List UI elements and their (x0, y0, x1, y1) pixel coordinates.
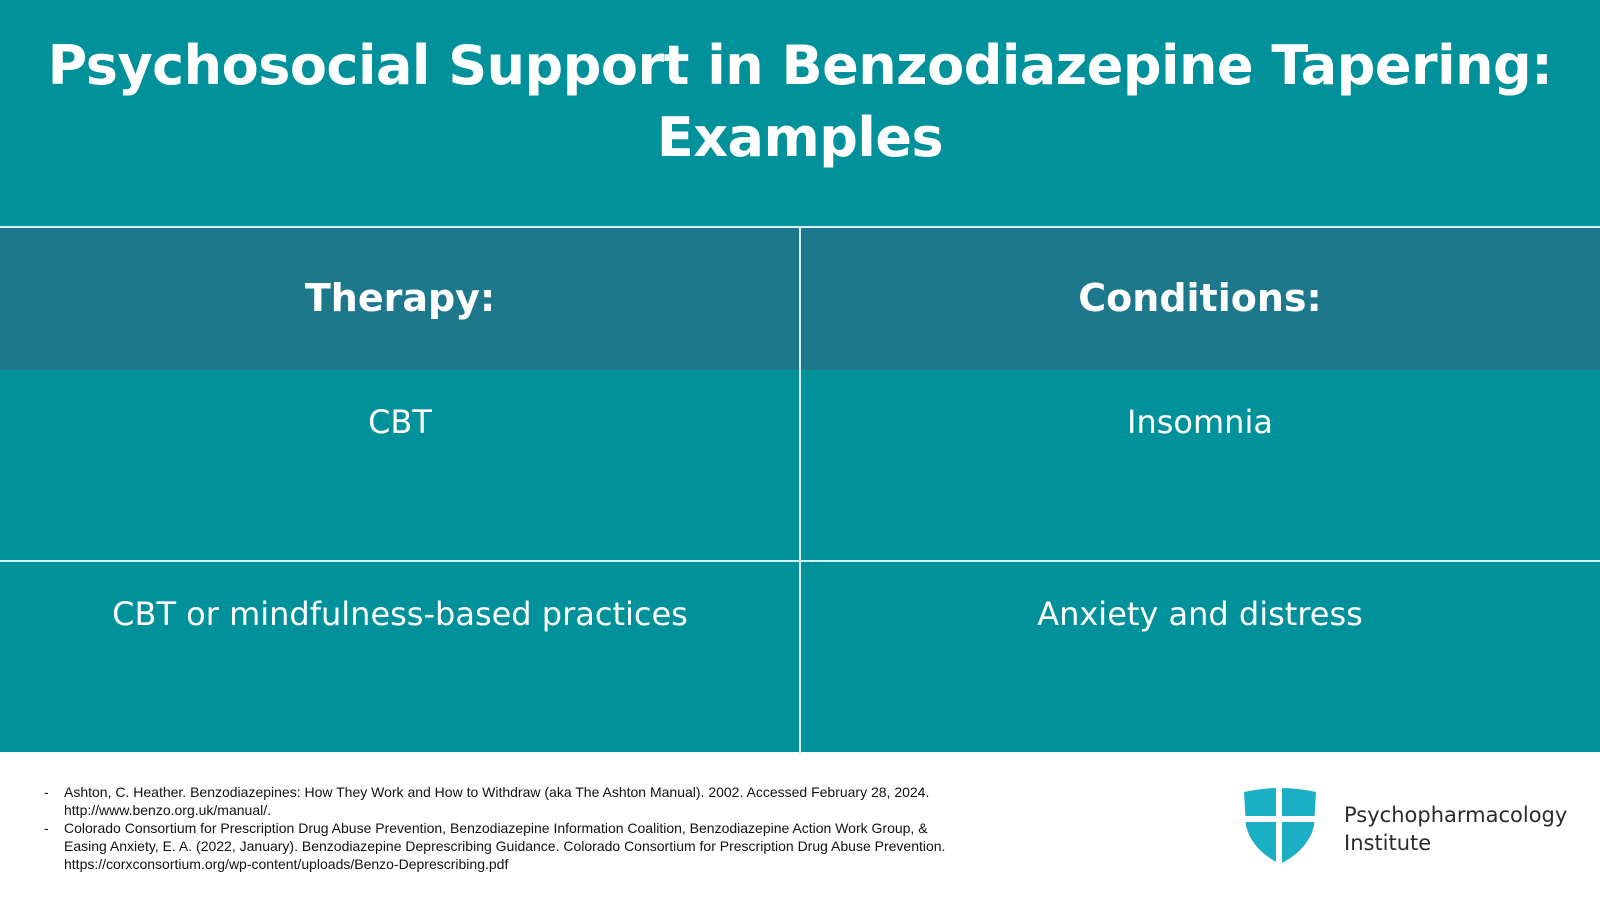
table-cell-therapy-1: CBT (368, 403, 432, 441)
table-cell-condition-1: Insomnia (1127, 403, 1273, 441)
brand-line-2: Institute (1344, 831, 1432, 855)
column-divider (799, 228, 801, 754)
references-list (44, 783, 964, 873)
title-line-1: Psychosocial Support in Benzodiazepine Tapering: (47, 34, 1553, 97)
header-conditions: Conditions: (1078, 276, 1322, 320)
reference-item: - Colorado Consortium for Prescription Drug Abuse Prevention, Benzodiazepine Information Coalition, Benzodiazepine Action Work Group, & Easing Anxiety, E. A. (2022, January). Benzodiazepine Deprescribing Guidance. Colorado Consortium for Prescription Drug Abuse Prevention. https://corxconsortium.org/wp-content/uploads/Benzo-Deprescribing.pdf (44, 819, 964, 873)
table-cell-therapy-2: CBT or mindfulness-based practices (112, 595, 688, 633)
reference-item: - Ashton, C. Heather. Benzodiazepines: How They Work and How to Withdraw (aka The Ashton Manual). 2002. Accessed February 28, 2024. http://www.benzo.org.uk/manual/. (44, 783, 964, 819)
brand-line-1: Psychopharmacology (1344, 803, 1568, 827)
brand-name (1344, 801, 1567, 857)
title-line-2: Examples (656, 106, 944, 169)
header-therapy: Therapy: (304, 276, 496, 320)
table-cell-condition-2: Anxiety and distress (1037, 595, 1363, 633)
examples-table (0, 226, 1600, 754)
shield-cross-icon (1238, 786, 1322, 866)
page-title (0, 30, 1600, 174)
